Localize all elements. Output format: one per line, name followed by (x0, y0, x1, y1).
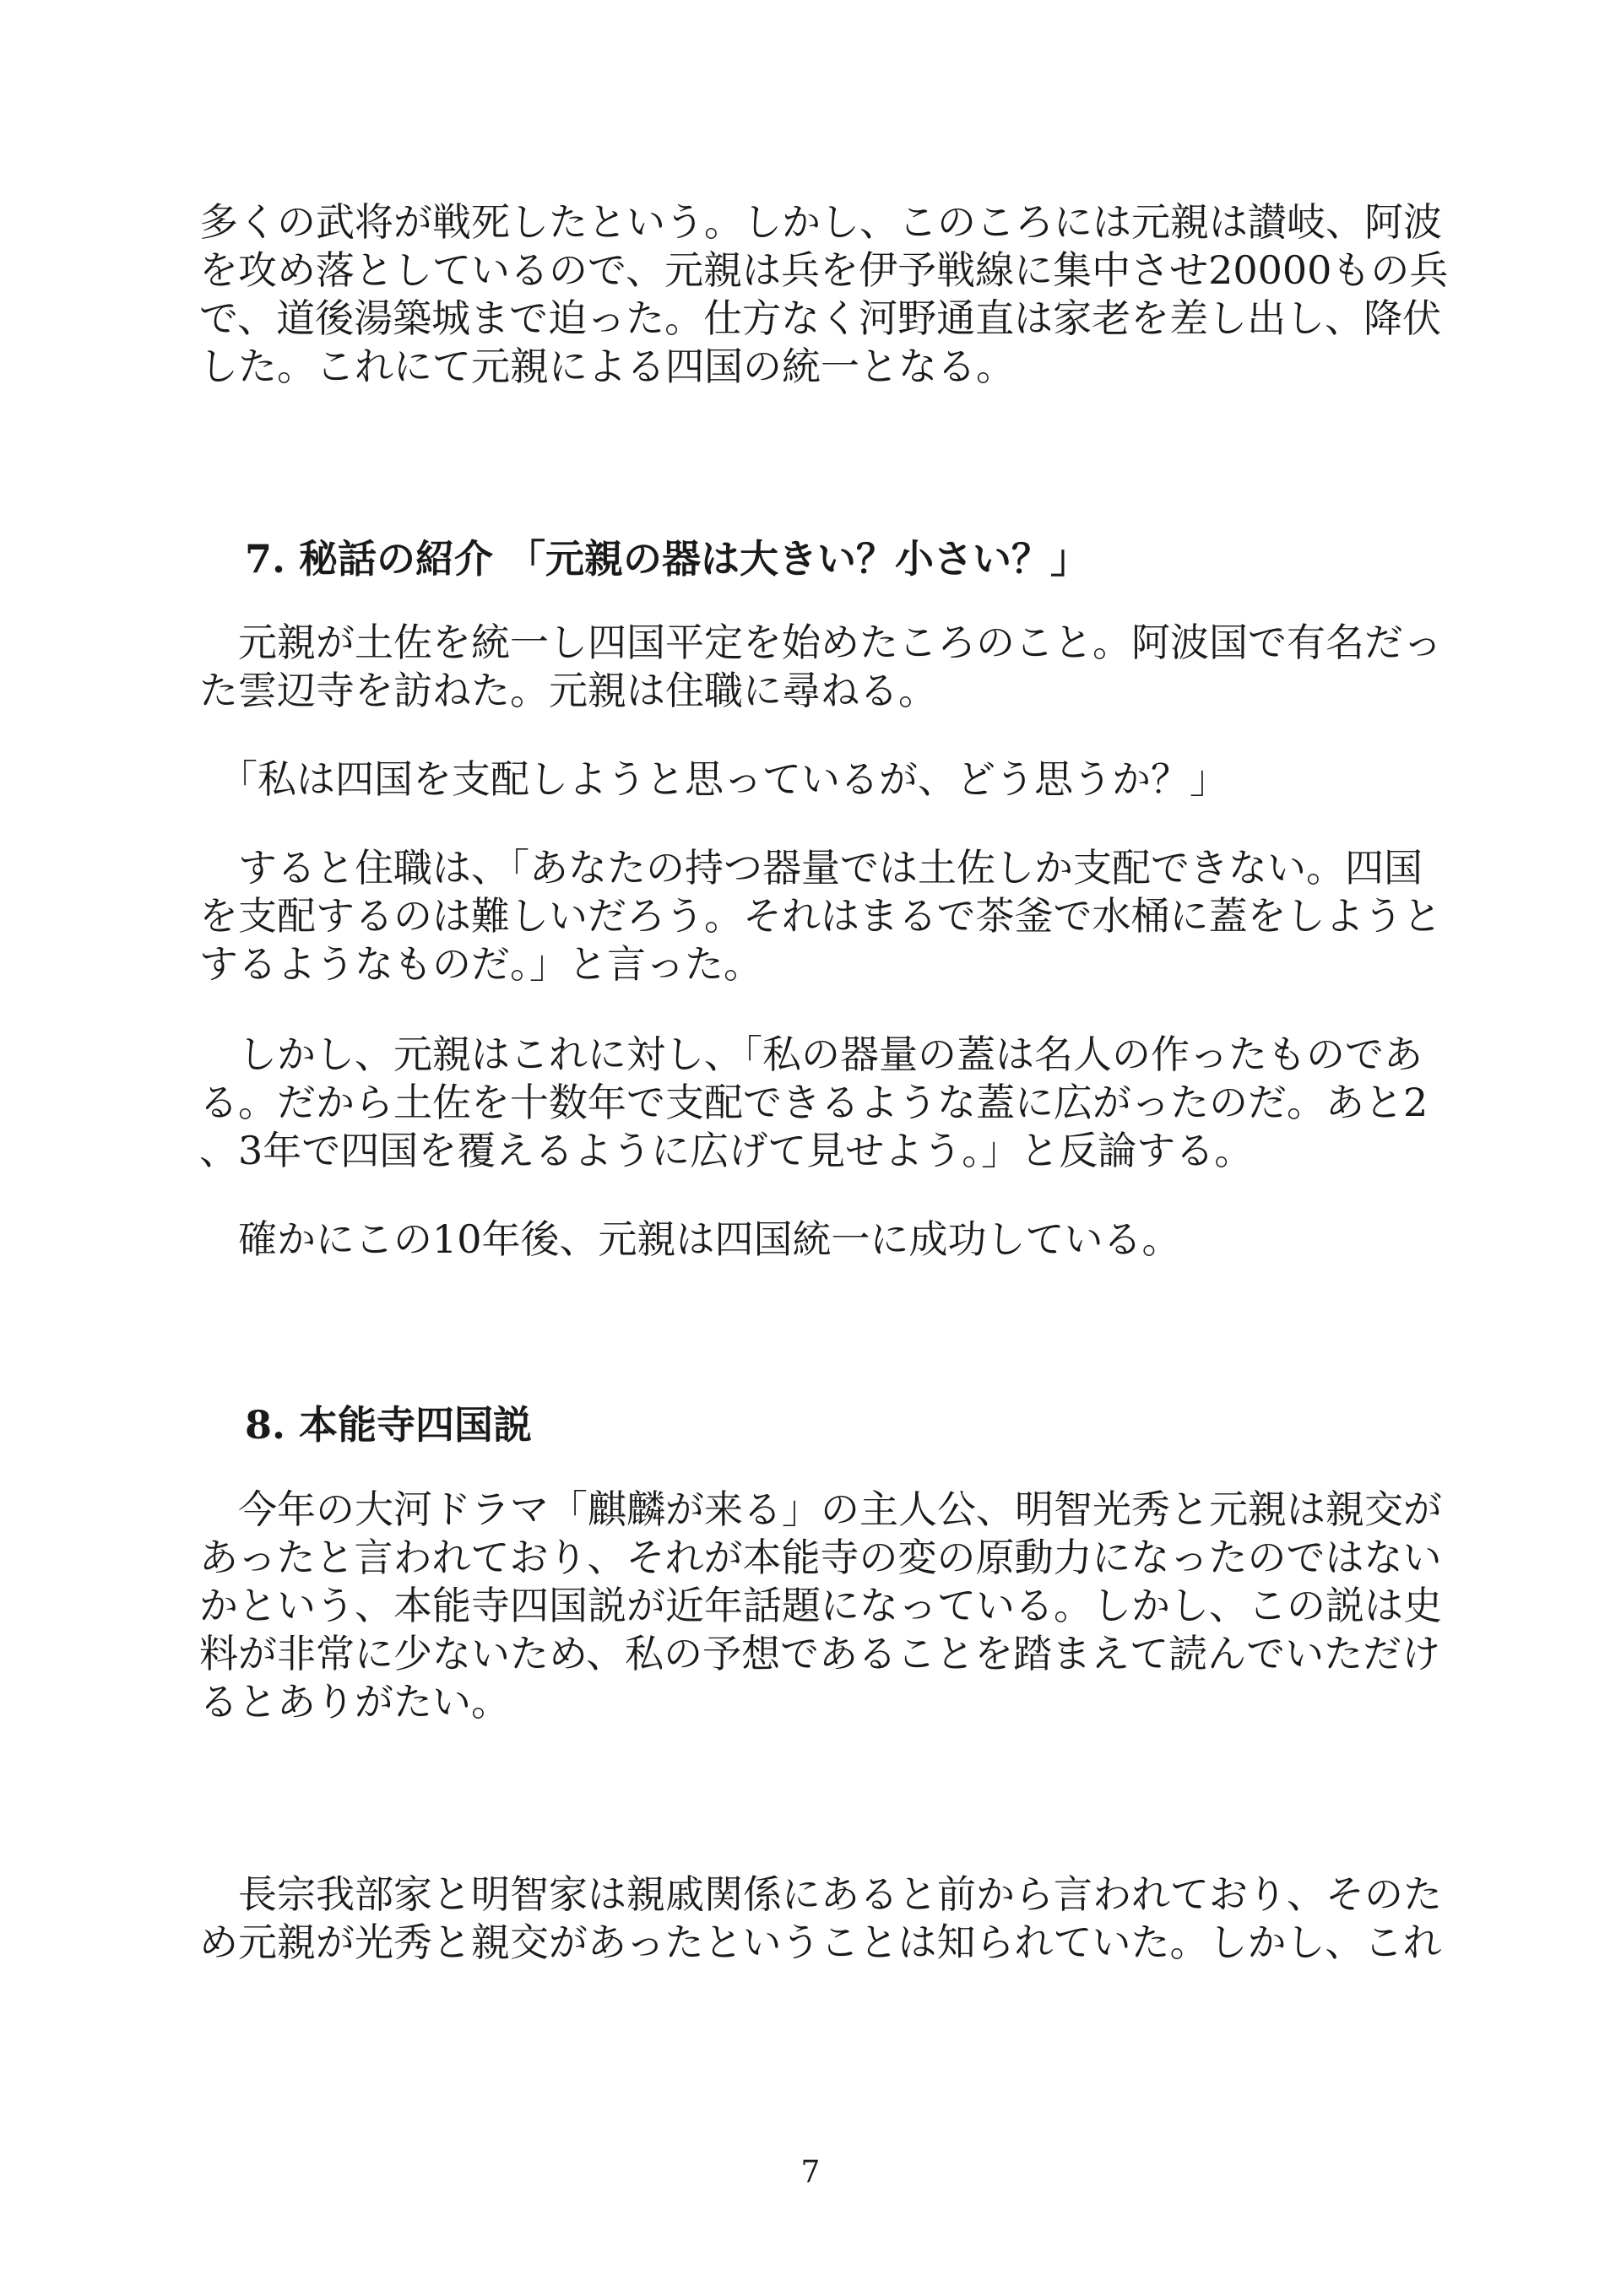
text-line: で、道後湯築城まで迫った。仕方なく河野通直は家老を差し出し、降伏 (199, 295, 1442, 341)
text-line: しかし、元親はこれに対し、「私の器量の蓋は名人の作ったものであ (199, 1032, 1423, 1077)
text-line: した。これにて元親による四国の統一となる。 (199, 344, 1015, 389)
page-number: 7 (800, 2155, 821, 2190)
text-line: 、3年で四国を覆えるように広げて見せよう。」と反論する。 (199, 1128, 1254, 1173)
text-line: あったと言われており、それが本能寺の変の原動力になったのではない (199, 1535, 1442, 1580)
text-line: を支配するのは難しいだろう。それはまるで茶釜で水桶に蓋をしようと (199, 893, 1442, 939)
text-line: た雲辺寺を訪ねた。元親は住職に尋ねる。 (199, 668, 937, 713)
text-line: るとありがたい。 (199, 1679, 510, 1725)
text-line: 確かにこの10年後、元親は四国統一に成功している。 (199, 1216, 1181, 1262)
text-line: かという、本能寺四国説が近年話題になっている。しかし、この説は史 (199, 1583, 1442, 1628)
text-line: 今年の大河ドラマ「麒麟が来る」の主人公、明智光秀と元親は親交が (199, 1486, 1442, 1532)
text-line: するようなものだ。」と言った。 (199, 941, 762, 987)
section-heading: 7. 秘話の紹介 「元親の器は大きい？小さい？」 (245, 536, 1090, 582)
text-line: 多くの武将が戦死したという。しかし、このころには元親は讃岐、阿波 (199, 199, 1442, 245)
section-heading: 8. 本能寺四国説 (245, 1402, 533, 1448)
text-line: る。だから土佐を十数年で支配できるような蓋に広がったのだ。あと2 (199, 1080, 1429, 1125)
text-line: を攻め落としているので、元親は兵を伊予戦線に集中させ20000もの兵 (199, 247, 1449, 293)
text-line: 長宗我部家と明智家は親戚関係にあると前から言われており、そのた (199, 1871, 1442, 1917)
text-line: すると住職は、「あなたの持つ器量では土佐しか支配できない。四国 (199, 845, 1423, 891)
text-line: め元親が光秀と親交があったということは知られていた。しかし、これ (199, 1920, 1442, 1965)
text-line: 料が非常に少ないため、私の予想であることを踏まえて読んでいただけ (199, 1631, 1441, 1676)
text-line: 元親が土佐を統一し四国平定を始めたころのこと。阿波国で有名だっ (199, 620, 1442, 665)
text-line: 「私は四国を支配しようと思っているが、どう思うか？」 (199, 756, 1228, 802)
